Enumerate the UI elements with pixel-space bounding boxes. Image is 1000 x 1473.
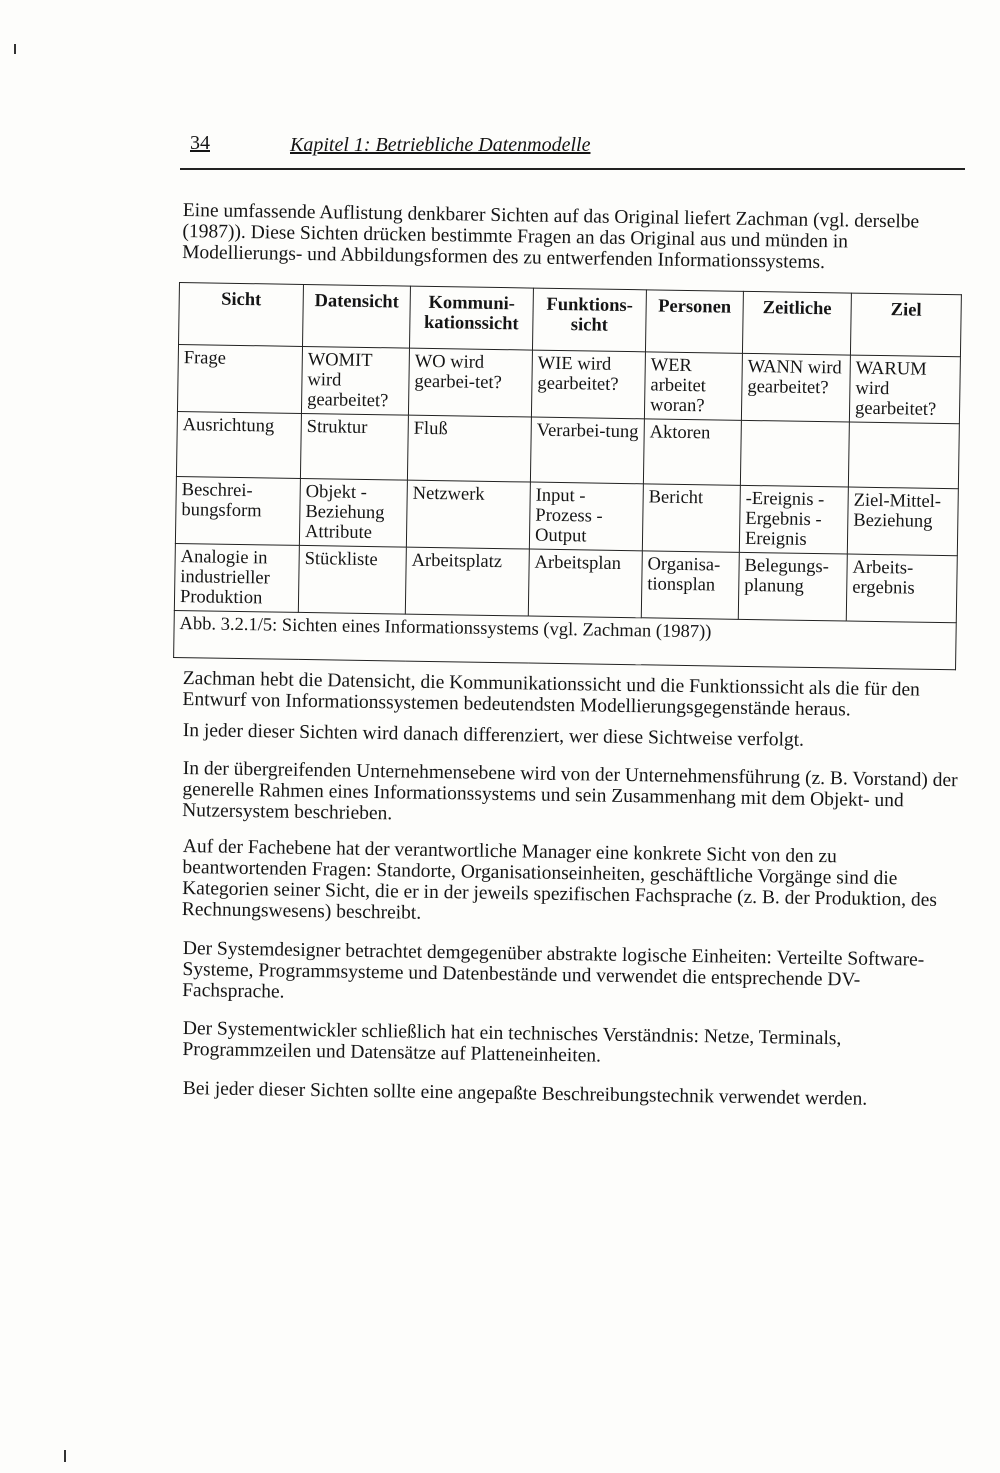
- table-row: [175, 476, 958, 555]
- table-row: [176, 411, 959, 488]
- table-cell: [740, 420, 849, 487]
- table-cell: Fluß: [407, 415, 531, 482]
- table-cell: Frage: [177, 345, 302, 414]
- table-cell: Aktoren: [643, 419, 741, 486]
- column-header: Funktions-sicht: [532, 288, 646, 352]
- paragraph: In der übergreifenden Unternehmensebene wird von der Unternehmensführung (z. B. Vorstand) der generelle Rahmen eines Informationssystems und sein Zusammenhang mit dem Objekt- und Nutzersystem beschrieben.: [182, 758, 958, 825]
- paragraph: Auf der Fachebene hat der verantwortliche Manager eine konkrete Sicht von den zu beantwortenden Fragen: Standorte, Organisationseinheiten, geschäftliche Vorgänge sind die Kategorien seiner Sicht, die er in der jeweils spezifischen Fachsprache (z. B. der Produktion, des Rechnungswesens) beschreibt.: [181, 836, 938, 924]
- page-header: [180, 128, 965, 170]
- column-header: Kommuni-kationssicht: [409, 286, 533, 350]
- intro-paragraph: Eine umfassende Auflistung denkbarer Sichten auf das Original liefert Zachman (vgl. derselbe (1987)). Diese Sichten drücken bestimmte Fragen an das Original aus und münden in Modellierungs- und Abbildungsformen des zu entwerfenden Informationssystems.: [182, 200, 920, 274]
- sichten-table: [173, 282, 962, 670]
- scan-speck: [14, 44, 16, 54]
- table-cell: WANN wird gearbeitet?: [741, 353, 850, 422]
- running-title: Kapitel 1: Betriebliche Datenmodelle: [290, 134, 591, 156]
- paragraph: Der Systemdesigner betrachtet demgegenüber abstrakte logische Einheiten: Verteilte Software-Systeme, Programmsysteme und Datenbestände und verwendet die entsprechende DV-Fachsprache.: [182, 938, 925, 1003]
- table-cell: Stückliste: [298, 545, 406, 614]
- table-cell: WER arbeitet woran?: [644, 352, 742, 421]
- paragraph: Zachman hebt die Datensicht, die Kommunikationssicht und die Funktionssicht als die für den Entwurf von Informationssystemen bedeutendsten Modellierungsgegenstände heraus.: [182, 668, 920, 721]
- table-cell: [848, 422, 959, 489]
- table-cell: Verarbei-tung: [530, 417, 644, 484]
- column-header: Personen: [645, 290, 743, 354]
- column-header: Ziel: [850, 293, 961, 357]
- table-cell: WARUM wird gearbeitet?: [849, 355, 960, 424]
- table-row: [174, 543, 957, 622]
- table-cell: Ziel-Mittel-Beziehung: [847, 487, 958, 556]
- table-cell: Bericht: [642, 484, 740, 553]
- figure-caption: Abb. 3.2.1/5: Sichten eines Informationssystems (vgl. Zachman (1987)): [174, 610, 957, 669]
- table-cell: WO wird gearbei-tet?: [408, 348, 532, 417]
- table-cell: Analogie in industrieller Produktion: [174, 543, 299, 612]
- table-cell: Struktur: [300, 413, 408, 480]
- table-cell: Arbeits-ergebnis: [846, 554, 957, 623]
- table-cell: Ausrichtung: [176, 411, 301, 478]
- page-number: 34: [190, 132, 210, 154]
- paragraph: Der Systementwickler schließlich hat ein technisches Verständnis: Netze, Terminals, Programmzeilen und Datensätze auf Platteneinheiten.: [182, 1018, 842, 1067]
- table-cell: Arbeitsplatz: [405, 547, 529, 616]
- table-cell: WOMIT wird gearbeitet?: [301, 346, 409, 415]
- scan-speck: [64, 1450, 66, 1462]
- table-cell: Objekt - Beziehung Attribute: [299, 478, 407, 547]
- paragraph: In jeder dieser Sichten wird danach differenziert, wer diese Sichtweise verfolgt.: [182, 720, 805, 751]
- table-cell: Beschrei-bungsform: [175, 476, 300, 545]
- column-header: Zeitliche: [742, 291, 851, 355]
- column-header: Datensicht: [303, 284, 411, 348]
- table-cell: Organisa-tionsplan: [641, 551, 739, 620]
- table-cell: -Ereignis -Ergebnis -Ereignis: [739, 485, 848, 554]
- column-header: Sicht: [179, 283, 304, 347]
- figure-sichten: [173, 282, 961, 668]
- table-cell: Belegungs-planung: [738, 552, 847, 621]
- paragraph: Bei jeder dieser Sichten sollte eine angepaßte Beschreibungstechnik verwendet werden.: [182, 1078, 868, 1110]
- table-row: [177, 345, 960, 424]
- table-cell: Arbeitsplan: [528, 549, 642, 618]
- table-cell: Input - Prozess - Output: [529, 482, 643, 551]
- table-cell: Netzwerk: [406, 480, 530, 549]
- table-cell: WIE wird gearbeitet?: [531, 350, 645, 419]
